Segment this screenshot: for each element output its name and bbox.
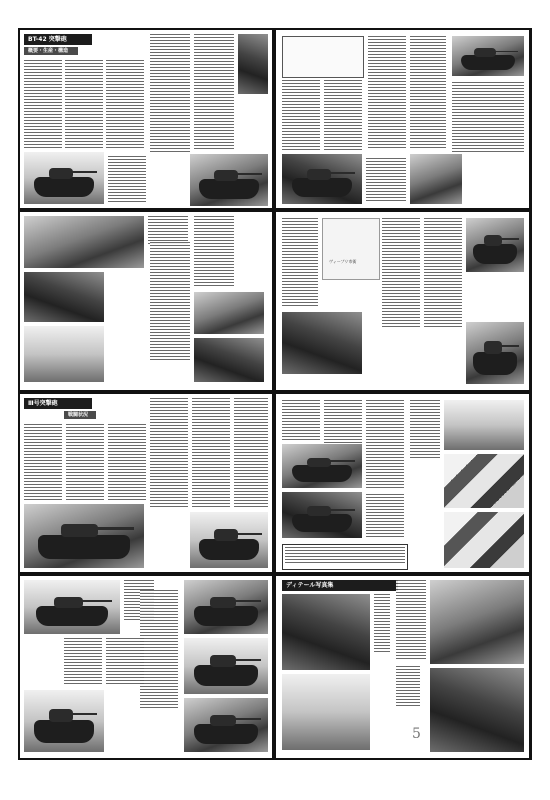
caption-box: [282, 544, 408, 570]
photo: [410, 154, 462, 204]
photo: [184, 580, 268, 634]
photo: [430, 668, 524, 752]
photo: [238, 34, 268, 94]
section-subtitle: 戦闘状況: [64, 411, 96, 419]
photo: [444, 400, 524, 450]
photo: [466, 322, 524, 384]
page-4-right: [276, 576, 529, 758]
photo: [24, 152, 104, 204]
photo: [282, 312, 362, 374]
section-subtitle: 概要・生産・構造: [24, 47, 78, 55]
photo: [444, 454, 524, 508]
map: [322, 218, 380, 280]
photo: [24, 504, 144, 568]
photo: [190, 154, 268, 206]
photo: [184, 638, 268, 694]
photo: [444, 512, 524, 568]
photo: [282, 594, 370, 670]
photo: [466, 218, 524, 272]
page-2-right: [276, 212, 529, 390]
page-1-right: [276, 30, 529, 208]
spread-4: [18, 574, 532, 760]
photo: [282, 492, 362, 538]
photo: [24, 326, 104, 382]
photo: [282, 154, 362, 204]
photo: [282, 674, 370, 750]
photo: [24, 690, 104, 752]
photo: [190, 512, 268, 568]
photo: [194, 292, 264, 334]
map-label: ヴィープリ市街: [329, 259, 357, 264]
page-3-right: [276, 394, 529, 572]
section-title: Ⅲ号突撃砲: [24, 398, 92, 409]
page-4-left: [20, 576, 272, 758]
photo: [452, 36, 524, 76]
photo: [430, 580, 524, 664]
photo: [184, 698, 268, 752]
photo: [24, 216, 144, 268]
contact-sheet: [18, 28, 532, 760]
spread-2: [18, 210, 532, 392]
section-title: BT-42 突撃砲: [24, 34, 92, 45]
photo: [282, 444, 362, 488]
section-title: ディテール写真集: [282, 580, 398, 591]
page-1-left: [20, 30, 272, 208]
page-number: 5: [412, 726, 421, 742]
page-3-left: [20, 394, 272, 572]
spread-3: [18, 392, 532, 574]
photo: [24, 580, 120, 634]
photo: [194, 338, 264, 382]
tank-drawing: [282, 36, 364, 78]
spread-1: [18, 28, 532, 210]
page-2-left: [20, 212, 272, 390]
photo: [24, 272, 104, 322]
